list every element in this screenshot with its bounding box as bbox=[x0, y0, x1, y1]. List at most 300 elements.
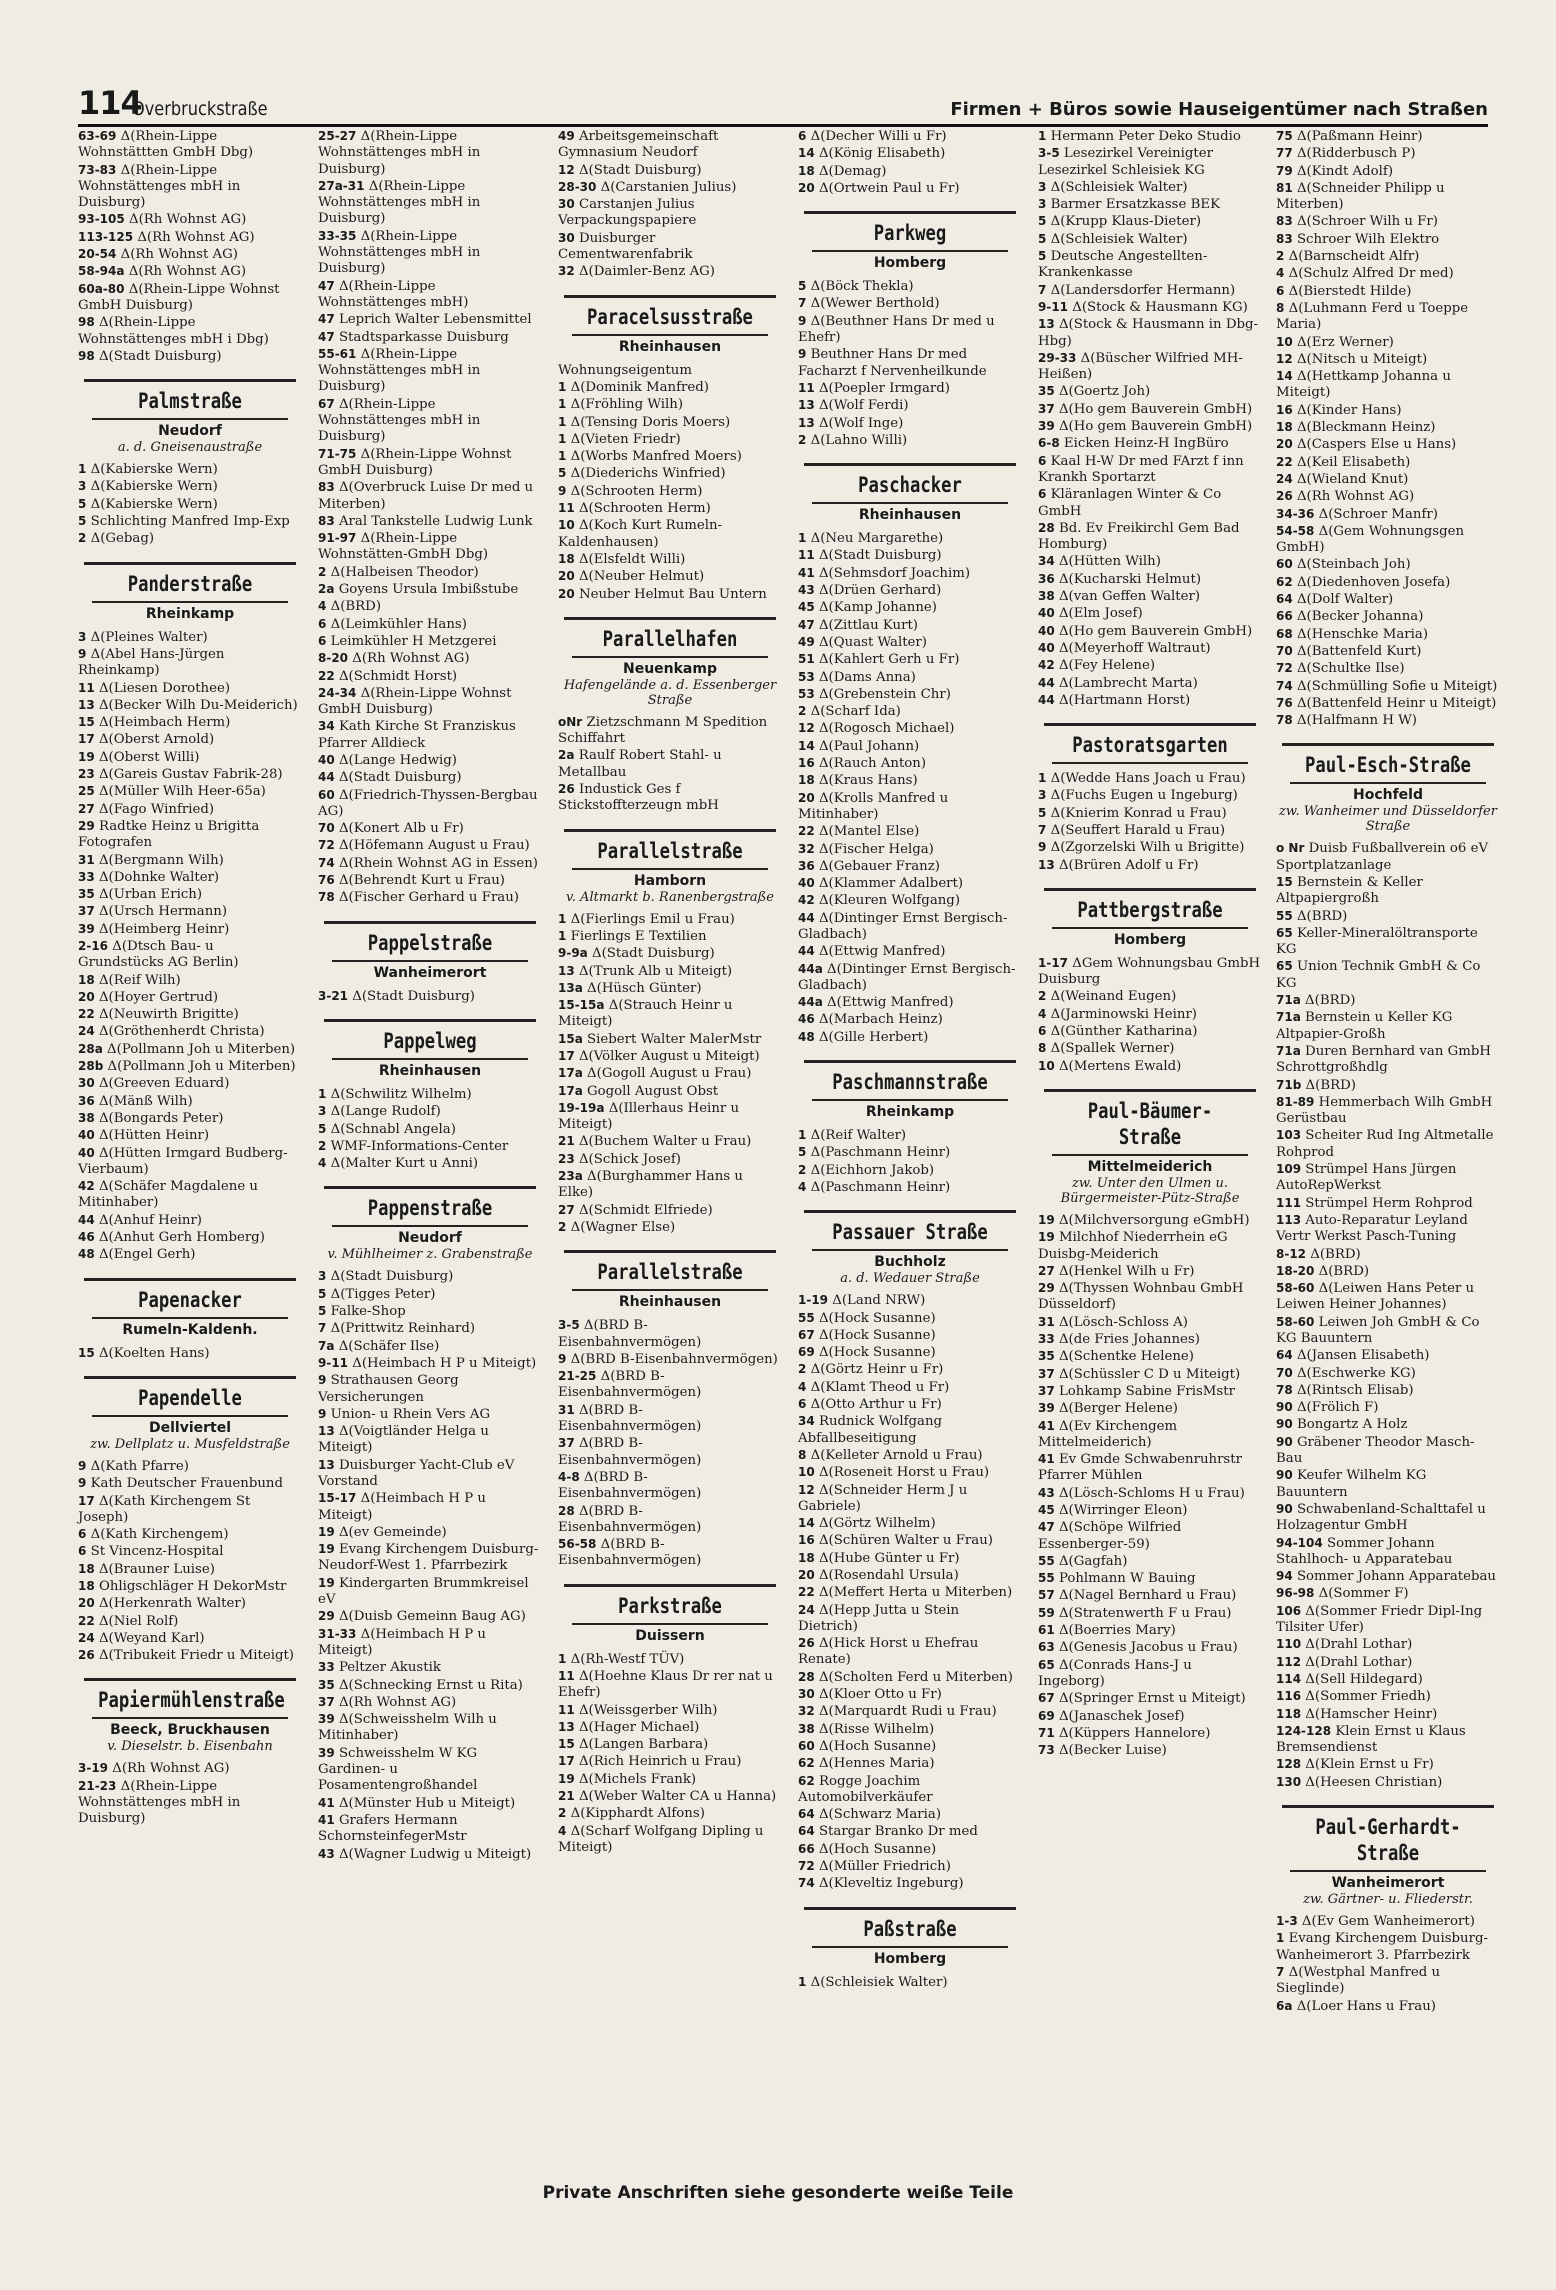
street-name: Paschacker bbox=[858, 473, 962, 498]
house-number: 17 bbox=[558, 1754, 575, 1769]
entry-text: Δ(Schüren Walter u Frau) bbox=[818, 1533, 993, 1549]
house-number: 34 bbox=[318, 719, 335, 734]
directory-entry bbox=[318, 311, 542, 328]
directory-entry bbox=[318, 1524, 542, 1541]
directory-entry bbox=[1276, 163, 1500, 180]
directory-entry bbox=[798, 145, 1022, 162]
directory-entry bbox=[798, 1738, 1022, 1755]
entry-text: Δ(BRD) bbox=[1305, 1077, 1356, 1093]
house-number: 1 bbox=[558, 1651, 567, 1666]
house-number: 71a bbox=[1276, 1043, 1301, 1058]
house-number: 66 bbox=[798, 1841, 815, 1856]
house-number: 3-19 bbox=[78, 1761, 109, 1776]
entry-text: Δ(Wolf Inge) bbox=[818, 415, 904, 431]
house-number: 11 bbox=[558, 1669, 575, 1683]
house-number: 2 bbox=[798, 432, 807, 447]
house-number: 43 bbox=[798, 583, 815, 598]
house-number: 83 bbox=[318, 480, 335, 495]
street-heading bbox=[798, 1907, 1022, 1968]
house-number: 57 bbox=[1038, 1588, 1055, 1603]
entry-text: Δ(Rintsch Elisab) bbox=[1296, 1382, 1414, 1398]
entry-text: Δ(Eschwerke KG) bbox=[1296, 1365, 1416, 1381]
entry-text: Δ(Stadt Duisburg) bbox=[338, 770, 462, 786]
house-number: o Nr bbox=[1276, 841, 1305, 856]
directory-entry bbox=[318, 837, 542, 854]
directory-entry bbox=[798, 1567, 1022, 1584]
entry-text: Deutsche Angestellten-Krankenkasse bbox=[1038, 249, 1208, 281]
house-number: 23 bbox=[558, 1151, 575, 1166]
entry-text: Δ(Ev Gem Wanheimerort) bbox=[1301, 1914, 1475, 1930]
house-number: 1 bbox=[558, 911, 567, 926]
house-number: 8-12 bbox=[1276, 1246, 1307, 1261]
house-number: 23a bbox=[558, 1169, 583, 1184]
house-number: 72 bbox=[1276, 661, 1293, 676]
house-number: 3 bbox=[318, 1269, 327, 1284]
entry-text: Δ(Behrendt Kurt u Frau) bbox=[338, 873, 505, 889]
entry-text: Schweisshelm W KG Gardinen- u Posamentengroßhandel bbox=[318, 1745, 478, 1794]
directory-entry bbox=[798, 1464, 1022, 1481]
district-name: Homberg bbox=[873, 1950, 947, 1967]
rule-divider bbox=[332, 960, 528, 962]
directory-entry bbox=[1038, 857, 1262, 874]
entry-text: Scheiter Rud Ing Altmetalle Rohprod bbox=[1276, 1128, 1494, 1160]
directory-entry bbox=[558, 1083, 782, 1100]
entry-text: Δ(Roseneit Horst u Frau) bbox=[818, 1465, 990, 1481]
district-name: Rheinhausen bbox=[378, 1062, 482, 1079]
entry-text: Δ(Rhein-Lippe Wohnstättenges mbH in Duisburg) bbox=[318, 129, 481, 177]
district-name: Hamborn bbox=[633, 872, 707, 889]
directory-entry bbox=[78, 697, 302, 714]
street-location: zw. Gärtner- u. Fliederstr. bbox=[1303, 1892, 1473, 1908]
rule-divider bbox=[1052, 762, 1248, 764]
house-number: 9-9a bbox=[558, 946, 588, 961]
house-number: 27 bbox=[78, 801, 95, 816]
entry-text: Lohkamp Sabine FrisMstr bbox=[1058, 1383, 1235, 1399]
directory-entry bbox=[798, 1875, 1022, 1892]
entry-text: Δ(Westphal Manfred u Sieglinde) bbox=[1276, 1964, 1441, 1997]
house-number: 114 bbox=[1276, 1671, 1302, 1686]
house-number: 9 bbox=[78, 646, 87, 661]
entry-text: Δ(Quast Walter) bbox=[818, 634, 927, 650]
house-number: 113 bbox=[1276, 1212, 1302, 1227]
directory-entry bbox=[78, 530, 302, 547]
directory-entry bbox=[798, 1292, 1022, 1309]
house-number: 47 bbox=[798, 617, 815, 632]
directory-entry bbox=[558, 1031, 782, 1048]
entry-text: Δ(Rhein-Lippe Wohnstättenges mbH) bbox=[318, 278, 469, 310]
directory-entry bbox=[1038, 1502, 1262, 1519]
entry-text: Δ(Trunk Alb u Miteigt) bbox=[578, 963, 733, 979]
directory-entry bbox=[1276, 574, 1500, 591]
house-number: 14 bbox=[798, 1516, 815, 1531]
entry-text: Δ(Springer Ernst u Miteigt) bbox=[1058, 1691, 1246, 1707]
street-location: v. Dieselstr. b. Eisenbahn bbox=[107, 1739, 273, 1755]
directory-entry bbox=[798, 703, 1022, 720]
house-number: 78 bbox=[1276, 713, 1293, 728]
entry-text: Δ(Rh Wohnst AG) bbox=[128, 264, 247, 280]
house-number: 70 bbox=[318, 821, 335, 836]
entry-text: Falke-Shop bbox=[330, 1304, 406, 1320]
house-number: 10 bbox=[1038, 1058, 1055, 1073]
house-number: 81-89 bbox=[1276, 1094, 1315, 1109]
entry-text: Δ(Illerhaus Heinr u Miteigt) bbox=[558, 1100, 740, 1133]
directory-entry bbox=[318, 1541, 542, 1575]
directory-entry bbox=[1276, 660, 1500, 677]
entry-text: Δ(Marquardt Rudi u Frau) bbox=[818, 1704, 997, 1720]
entry-text: Strümpel Herm Rohprod bbox=[1305, 1195, 1473, 1211]
directory-entry bbox=[558, 568, 782, 585]
entry-text: Δ(Koelten Hans) bbox=[98, 1345, 210, 1361]
entry-text: Schlichting Manfred Imp-Exp bbox=[90, 514, 290, 530]
entry-text: Δ(Müller Wilh Heer-65a) bbox=[98, 784, 266, 800]
directory-entry bbox=[1276, 1127, 1500, 1161]
house-number: 20-54 bbox=[78, 247, 117, 262]
house-number: 20 bbox=[798, 180, 815, 195]
house-number: 44 bbox=[318, 770, 335, 785]
entry-text: Δ(Dintinger Ernst Bergisch-Gladbach) bbox=[798, 961, 1016, 993]
directory-entry bbox=[318, 1795, 542, 1812]
directory-entry bbox=[558, 1048, 782, 1065]
house-number: 34 bbox=[798, 1414, 815, 1429]
directory-entry bbox=[318, 1320, 542, 1337]
header-title: Firmen + Büros sowie Hauseigentümer nach Straßen bbox=[950, 99, 1488, 120]
directory-entry bbox=[558, 1219, 782, 1236]
house-number: 54-58 bbox=[1276, 523, 1315, 538]
directory-entry bbox=[1276, 840, 1500, 874]
entry-text: Δ(Ursch Hermann) bbox=[98, 904, 228, 920]
entry-text: Δ(Schwilitz Wilhelm) bbox=[330, 1086, 472, 1102]
directory-entry bbox=[558, 483, 782, 500]
entry-text: Δ(Meffert Herta u Miterben) bbox=[818, 1585, 1013, 1601]
directory-entry bbox=[1276, 128, 1500, 145]
house-number: 2 bbox=[78, 531, 87, 546]
entry-text: Industick Ges f Stickstoffterzeugn mbH bbox=[558, 782, 719, 814]
entry-text: Δ(Hepp Jutta u Stein Dietrich) bbox=[798, 1602, 960, 1634]
directory-entry bbox=[558, 551, 782, 568]
entry-text: Δ(Thyssen Wohnbau GmbH Düsseldorf) bbox=[1038, 1281, 1244, 1313]
directory-entry bbox=[78, 903, 302, 920]
directory-entry bbox=[558, 945, 782, 962]
house-number: 17a bbox=[558, 1066, 583, 1081]
entry-text: Δ(Erz Werner) bbox=[1296, 334, 1394, 350]
directory-entry bbox=[1038, 1280, 1262, 1314]
directory-entry bbox=[78, 281, 302, 315]
directory-entry bbox=[318, 1608, 542, 1625]
entry-text: Δ(Gareis Gustav Fabrik-28) bbox=[98, 767, 283, 783]
entry-text: Radtke Heinz u Brigitta Fotografen bbox=[78, 818, 260, 851]
house-number: 35 bbox=[1038, 1349, 1055, 1364]
district-name: Beeck, Bruckhausen bbox=[110, 1722, 270, 1739]
house-number: 60a-80 bbox=[78, 281, 125, 296]
directory-entry bbox=[1276, 1263, 1500, 1280]
house-number: 1 bbox=[798, 1974, 807, 1989]
entry-text: Δ(Decher Willi u Fr) bbox=[810, 129, 947, 144]
entry-text: Δ(Lösch-Schloms H u Frau) bbox=[1058, 1485, 1245, 1501]
directory-entry bbox=[318, 1846, 542, 1863]
directory-entry bbox=[1276, 1195, 1500, 1212]
directory-entry bbox=[318, 1457, 542, 1491]
directory-entry bbox=[1276, 334, 1500, 351]
entry-text: Δ(Ettwig Manfred) bbox=[827, 995, 954, 1011]
house-number: 68 bbox=[1276, 626, 1293, 641]
entry-text: Sommer Johann Stahlhoch- u Apparatebau bbox=[1276, 1535, 1453, 1567]
directory-entry bbox=[78, 1145, 302, 1179]
entry-text: St Vincenz-Hospital bbox=[90, 1544, 224, 1560]
entry-text: Δ(Sommer F) bbox=[1318, 1586, 1409, 1602]
street-name: Paracelsusstraße bbox=[587, 304, 753, 329]
entry-text: Δ(Krolls Manfred u Mitinhaber) bbox=[798, 790, 949, 822]
entry-text: Δ(Henschke Maria) bbox=[1296, 626, 1429, 642]
directory-entry bbox=[1038, 1212, 1262, 1229]
entry-text: Δ(Kraus Hans) bbox=[818, 773, 918, 789]
house-number: 65 bbox=[1276, 925, 1293, 940]
house-number: 7 bbox=[1038, 822, 1047, 837]
directory-entry bbox=[318, 128, 542, 178]
directory-entry bbox=[1038, 248, 1262, 282]
entry-text: Δ(Dintinger Ernst Bergisch-Gladbach) bbox=[798, 910, 1008, 942]
entry-text: Δ(Nagel Bernhard u Frau) bbox=[1058, 1588, 1237, 1604]
directory-entry bbox=[1038, 453, 1262, 487]
directory-entry bbox=[318, 1121, 542, 1138]
entry-text: Δ(Herkenrath Walter) bbox=[98, 1596, 246, 1612]
directory-entry bbox=[1038, 213, 1262, 230]
directory-entry bbox=[78, 1493, 302, 1527]
house-number: oNr bbox=[558, 714, 583, 729]
directory-entry bbox=[78, 1006, 302, 1023]
house-number: 4 bbox=[798, 1379, 807, 1394]
street-name: Passauer Straße bbox=[832, 1220, 988, 1245]
house-number: 2 bbox=[798, 1362, 807, 1377]
house-number: 22 bbox=[318, 668, 335, 683]
house-number: 20 bbox=[798, 790, 815, 805]
house-number: 13 bbox=[798, 398, 815, 413]
entry-text: Δ(Anhut Gerh Homberg) bbox=[98, 1230, 265, 1246]
directory-entry bbox=[78, 348, 302, 365]
directory-entry bbox=[1276, 436, 1500, 453]
entry-text: Union Technik GmbH & Co KG bbox=[1276, 959, 1481, 991]
column-2 bbox=[318, 128, 542, 1863]
directory-entry bbox=[1038, 839, 1262, 856]
directory-entry bbox=[1276, 1501, 1500, 1535]
entry-text: Δ(Poepler Irmgard) bbox=[818, 380, 950, 396]
directory-entry bbox=[798, 910, 1022, 944]
house-number: 6 bbox=[78, 1527, 87, 1542]
street-heading bbox=[318, 1019, 542, 1080]
rule-divider bbox=[84, 562, 296, 565]
district-name: Neuenkamp bbox=[622, 660, 717, 677]
entry-text: Stargar Branko Dr med bbox=[818, 1824, 978, 1840]
entry-text: Δ(Kelleter Arnold u Frau) bbox=[810, 1447, 983, 1463]
entry-text: Δ(Mertens Ewald) bbox=[1058, 1058, 1182, 1074]
entry-text: Peltzer Akustik bbox=[338, 1660, 441, 1676]
directory-entry bbox=[558, 1536, 782, 1570]
directory-entry bbox=[1038, 571, 1262, 588]
rule-divider bbox=[812, 1099, 1008, 1101]
directory-entry bbox=[798, 738, 1022, 755]
directory-entry bbox=[1038, 435, 1262, 452]
house-number: 19 bbox=[318, 1524, 335, 1539]
entry-text: Δ(Stock & Hausmann in Dbg-Hbg) bbox=[1038, 317, 1259, 349]
house-number: 1 bbox=[78, 462, 87, 477]
house-number: 1 bbox=[1038, 129, 1047, 143]
rule-divider bbox=[564, 1250, 776, 1253]
directory-entry bbox=[798, 1806, 1022, 1823]
house-number: 3-5 bbox=[1038, 146, 1060, 161]
entry-text: Δ(Schleisiek Walter) bbox=[1050, 231, 1188, 247]
directory-entry bbox=[1276, 1280, 1500, 1314]
directory-entry bbox=[558, 230, 782, 264]
directory-entry bbox=[798, 772, 1022, 789]
house-number: 65 bbox=[1038, 1657, 1055, 1672]
entry-text: Δ(Marbach Heinz) bbox=[818, 1012, 943, 1028]
directory-entry bbox=[318, 1694, 542, 1711]
entry-text: Δ(Rhein-Lippe Wohnstättenges mbH in Duisburg) bbox=[78, 162, 241, 211]
entry-text: Δ(Meyerhoff Waltraut) bbox=[1058, 640, 1211, 656]
house-number: 18 bbox=[78, 1579, 95, 1593]
house-number: 77 bbox=[1276, 146, 1293, 161]
entry-text: Δ(Günther Katharina) bbox=[1050, 1024, 1198, 1040]
house-number: 3 bbox=[1038, 788, 1047, 803]
house-number: 24 bbox=[798, 1602, 815, 1617]
entry-text: Δ(Kabierske Wern) bbox=[90, 462, 218, 478]
directory-entry bbox=[1038, 553, 1262, 570]
directory-entry bbox=[558, 263, 782, 280]
directory-entry bbox=[1276, 1723, 1500, 1757]
house-number: 5 bbox=[1038, 214, 1047, 229]
directory-entry bbox=[78, 731, 302, 748]
directory-entry bbox=[1038, 1023, 1262, 1040]
house-number: 90 bbox=[1276, 1501, 1293, 1516]
directory-entry bbox=[558, 1771, 782, 1788]
entry-text: Δ(Gröthenherdt Christa) bbox=[98, 1024, 265, 1040]
directory-entry bbox=[318, 633, 542, 650]
house-number: 19 bbox=[78, 749, 95, 764]
house-number: 2a bbox=[318, 582, 335, 597]
house-number: 1 bbox=[798, 531, 807, 546]
entry-text: Δ(Rh-Westf TÜV) bbox=[570, 1651, 685, 1667]
directory-entry bbox=[78, 1212, 302, 1229]
entry-text: Δ(Milchversorgung eGmbH) bbox=[1058, 1212, 1250, 1228]
directory-entry bbox=[558, 1469, 782, 1503]
house-number: 19 bbox=[1038, 1212, 1055, 1227]
directory-entry bbox=[798, 530, 1022, 547]
entry-text: Δ(Reif Wilh) bbox=[98, 972, 181, 988]
house-number: 83 bbox=[318, 513, 335, 528]
entry-text: Δ(Schrooten Herm) bbox=[578, 501, 711, 517]
entry-text: Δ(Scharf Wolfgang Dipling u Miteigt) bbox=[558, 1823, 764, 1855]
directory-entry bbox=[318, 616, 542, 633]
directory-entry bbox=[558, 747, 782, 781]
house-number: 18 bbox=[558, 551, 575, 566]
rule-divider bbox=[332, 1225, 528, 1227]
directory-entry bbox=[798, 565, 1022, 582]
directory-entry bbox=[558, 1753, 782, 1770]
directory-entry bbox=[1276, 1094, 1500, 1128]
directory-entry bbox=[558, 1823, 782, 1857]
entry-text: Δ(Stock & Hausmann KG) bbox=[1072, 299, 1248, 315]
rule-divider bbox=[1044, 723, 1256, 726]
directory-entry bbox=[1276, 145, 1500, 162]
rule-divider bbox=[92, 418, 288, 420]
entry-text: Δ(Drüen Gerhard) bbox=[818, 583, 942, 599]
house-number: 30 bbox=[78, 1076, 95, 1091]
entry-text: Δ(Lösch-Schloss A) bbox=[1058, 1314, 1188, 1330]
entry-text: Δ(Demag) bbox=[818, 163, 887, 179]
street-heading bbox=[798, 463, 1022, 524]
entry-text: Schroer Wilh Elektro bbox=[1296, 231, 1440, 247]
entry-text: Δ(Stadt Duisburg) bbox=[330, 1269, 454, 1285]
house-number: 64 bbox=[798, 1824, 815, 1839]
entry-text: Δ(Strauch Heinr u Miteigt) bbox=[558, 998, 733, 1030]
entry-text: Kaal H-W Dr med FArzt f inn Krankh Sportarzt bbox=[1038, 453, 1244, 485]
house-number: 71a bbox=[1276, 1010, 1301, 1025]
entry-text: Δ(Rich Heinrich u Frau) bbox=[578, 1754, 742, 1770]
house-number: 60 bbox=[798, 1738, 815, 1753]
entry-text: Δ(Dohnke Walter) bbox=[98, 869, 220, 885]
house-number: 128 bbox=[1276, 1757, 1302, 1772]
entry-text: Δ(Rhein-Lippe Wohnstättenges mbH in Duisburg) bbox=[318, 396, 481, 445]
entry-text: Δ(Paßmann Heinr) bbox=[1296, 129, 1423, 144]
entry-text: Sommer Johann Apparatebau bbox=[1296, 1569, 1496, 1585]
entry-text: Δ(Kamp Johanne) bbox=[818, 600, 937, 616]
house-number: 12 bbox=[798, 721, 815, 736]
entry-text: Δ(Kath Kirchengem St Joseph) bbox=[78, 1493, 251, 1525]
house-number: 18 bbox=[1276, 420, 1293, 435]
directory-entry bbox=[1276, 695, 1500, 712]
entry-text: Δ(Kipphardt Alfons) bbox=[570, 1806, 705, 1822]
house-number: 40 bbox=[318, 752, 335, 767]
entry-text: Δ(Wedde Hans Joach u Frau) bbox=[1050, 771, 1246, 787]
entry-text: Δ(Hütten Heinr) bbox=[98, 1128, 210, 1144]
house-number: 10 bbox=[798, 1465, 815, 1480]
street-heading bbox=[558, 617, 782, 708]
rule-divider bbox=[804, 1907, 1016, 1910]
entry-text: Δ(Schroer Manfr) bbox=[1318, 506, 1438, 522]
entry-text: Kath Deutscher Frauenbund bbox=[90, 1476, 283, 1492]
directory-entry bbox=[798, 1721, 1022, 1738]
house-number: 32 bbox=[558, 264, 575, 279]
entry-text: Raulf Robert Stahl- u Metallbau bbox=[558, 748, 722, 780]
house-number: 51 bbox=[798, 652, 815, 667]
street-location: zw. Wanheimer und Düsseldorfer Straße bbox=[1279, 804, 1497, 835]
house-number: 64 bbox=[1276, 592, 1293, 607]
house-number: 47 bbox=[1038, 1520, 1055, 1535]
house-number: 63-69 bbox=[78, 129, 117, 143]
directory-entry bbox=[558, 431, 782, 448]
directory-entry bbox=[78, 1578, 302, 1595]
house-number: 18 bbox=[798, 773, 815, 788]
house-number: 28 bbox=[1038, 520, 1055, 535]
entry-text: Δ(Kloer Otto u Fr) bbox=[818, 1687, 942, 1703]
entry-text: Leimkühler H Metzgerei bbox=[330, 633, 497, 649]
entry-text: Δ(Küppers Hannelore) bbox=[1058, 1725, 1211, 1741]
directory-entry bbox=[1038, 588, 1262, 605]
entry-text: Δ(Schmülling Sofie u Miteigt) bbox=[1296, 678, 1498, 694]
directory-entry bbox=[798, 1823, 1022, 1840]
house-number: 20 bbox=[1276, 437, 1293, 452]
street-heading bbox=[798, 1060, 1022, 1121]
house-number: 20 bbox=[558, 586, 575, 601]
house-number: 26 bbox=[558, 782, 575, 797]
running-street-name: Overbruckstraße bbox=[132, 98, 268, 120]
entry-text: Duisb Fußballverein o6 eV Sportplatzanlage bbox=[1276, 841, 1489, 873]
entry-text: Δ(Völker August u Miteigt) bbox=[578, 1048, 760, 1064]
house-number: 6 bbox=[1276, 283, 1285, 298]
directory-entry bbox=[318, 752, 542, 769]
entry-text: Δ(Engel Gerh) bbox=[98, 1247, 196, 1263]
entry-text: Δ(Keil Elisabeth) bbox=[1296, 454, 1411, 470]
directory-entry bbox=[798, 346, 1022, 380]
